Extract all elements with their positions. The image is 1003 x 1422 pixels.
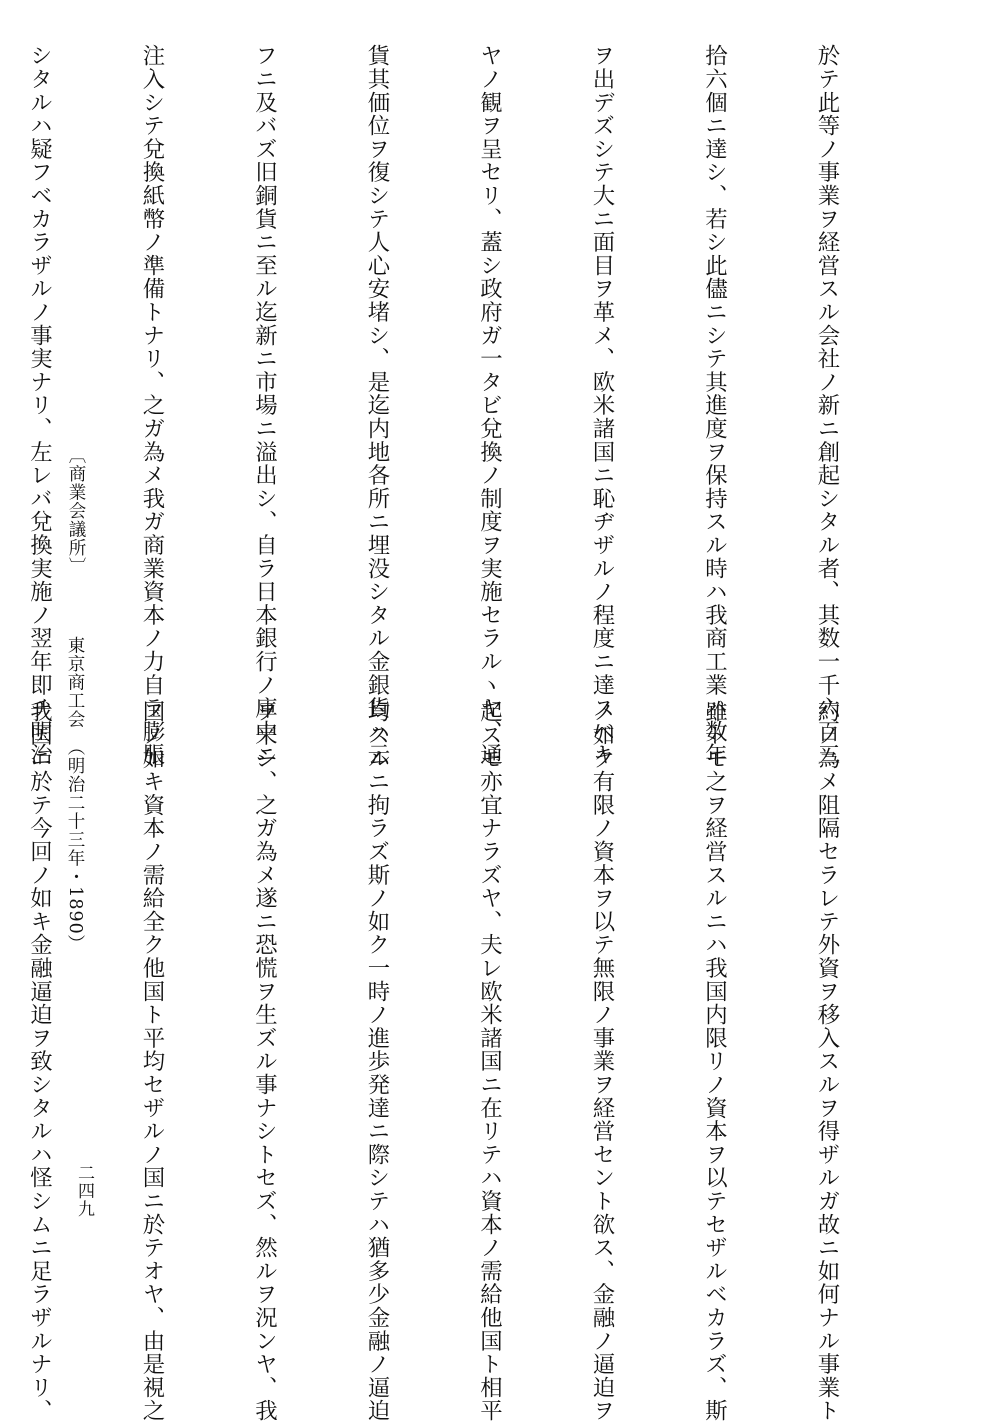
text-column: ヤノ観ヲ呈セリ、蓋シ政府ガ一タビ兌換ノ制度ヲ実施セラルヽヤ、通 — [476, 44, 503, 767]
footer-source-label: 東京商工会 （明治二十三年・1890） — [65, 636, 85, 954]
text-column: シタルハ疑フベカラザルノ事実ナリ、左レバ兌換実施ノ翌年即チ明治 — [26, 44, 53, 767]
footer-organization-label: 〔商業会議所〕 — [66, 446, 86, 576]
text-column: 雖トモ之ヲ経営スルニハ我国内限リノ資本ヲ以テセザルベカラズ、斯 — [701, 700, 728, 1422]
text-column: ヲ出デズシテ大ニ面目ヲ革メ、欧米諸国ニ恥ヂザルノ程度ニ達スベキ — [589, 44, 615, 767]
text-column: 均スルニ拘ラズ斯ノ如ク一時ノ進歩発達ニ際シテハ猶多少金融ノ逼迫 — [364, 700, 390, 1422]
text-column: 拾六個ニ達シ、若シ此儘ニシテ其進度ヲ保持スル時ハ我商工業ハ数年 — [701, 44, 728, 767]
text-column: 起スモ亦宜ナラズヤ、夫レ欧米諸国ニ在リテハ資本ノ需給他国ト相平 — [476, 700, 503, 1422]
text-column: フニ及バズ旧銅貨ニ至ル迄新ニ市場ニ溢出シ、自ラ日本銀行ノ庫中ニ — [251, 44, 278, 767]
text-column: 約ノ為メ阻隔セラレテ外資ヲ移入スルヲ得ザルガ故ニ如何ナル事業ト — [814, 700, 840, 1422]
text-column: 貨其価位ヲ復シテ人心安堵シ、是迄内地各所ニ埋没シタル金銀貨ハ云 — [364, 44, 390, 767]
text-column: 於テ此等ノ事業ヲ経営スル会社ノ新ニ創起シタル者、其数一千六百三 — [814, 44, 840, 767]
text-column: 国ノ如キ資本ノ需給全ク他国ト平均セザルノ国ニ於テオヤ、由是視之 — [139, 700, 165, 1422]
text-column: 我国ニ於テ今回ノ如キ金融逼迫ヲ致シタルハ怪シムニ足ラザルナリ、 — [26, 700, 53, 1422]
text-column: ヲ来シ、之ガ為メ遂ニ恐慌ヲ生ズル事ナシトセズ、然ルヲ況ンヤ、我 — [251, 700, 278, 1422]
page-number: 二四九 — [74, 1164, 94, 1218]
text-column: 注入シテ兌換紙幣ノ準備トナリ、之ガ為メ我ガ商業資本ノ力自ラ膨脹 — [139, 44, 165, 767]
text-column: ノ如ク有限ノ資本ヲ以テ無限ノ事業ヲ経営セント欲ス、金融ノ逼迫ヲ — [589, 700, 615, 1422]
